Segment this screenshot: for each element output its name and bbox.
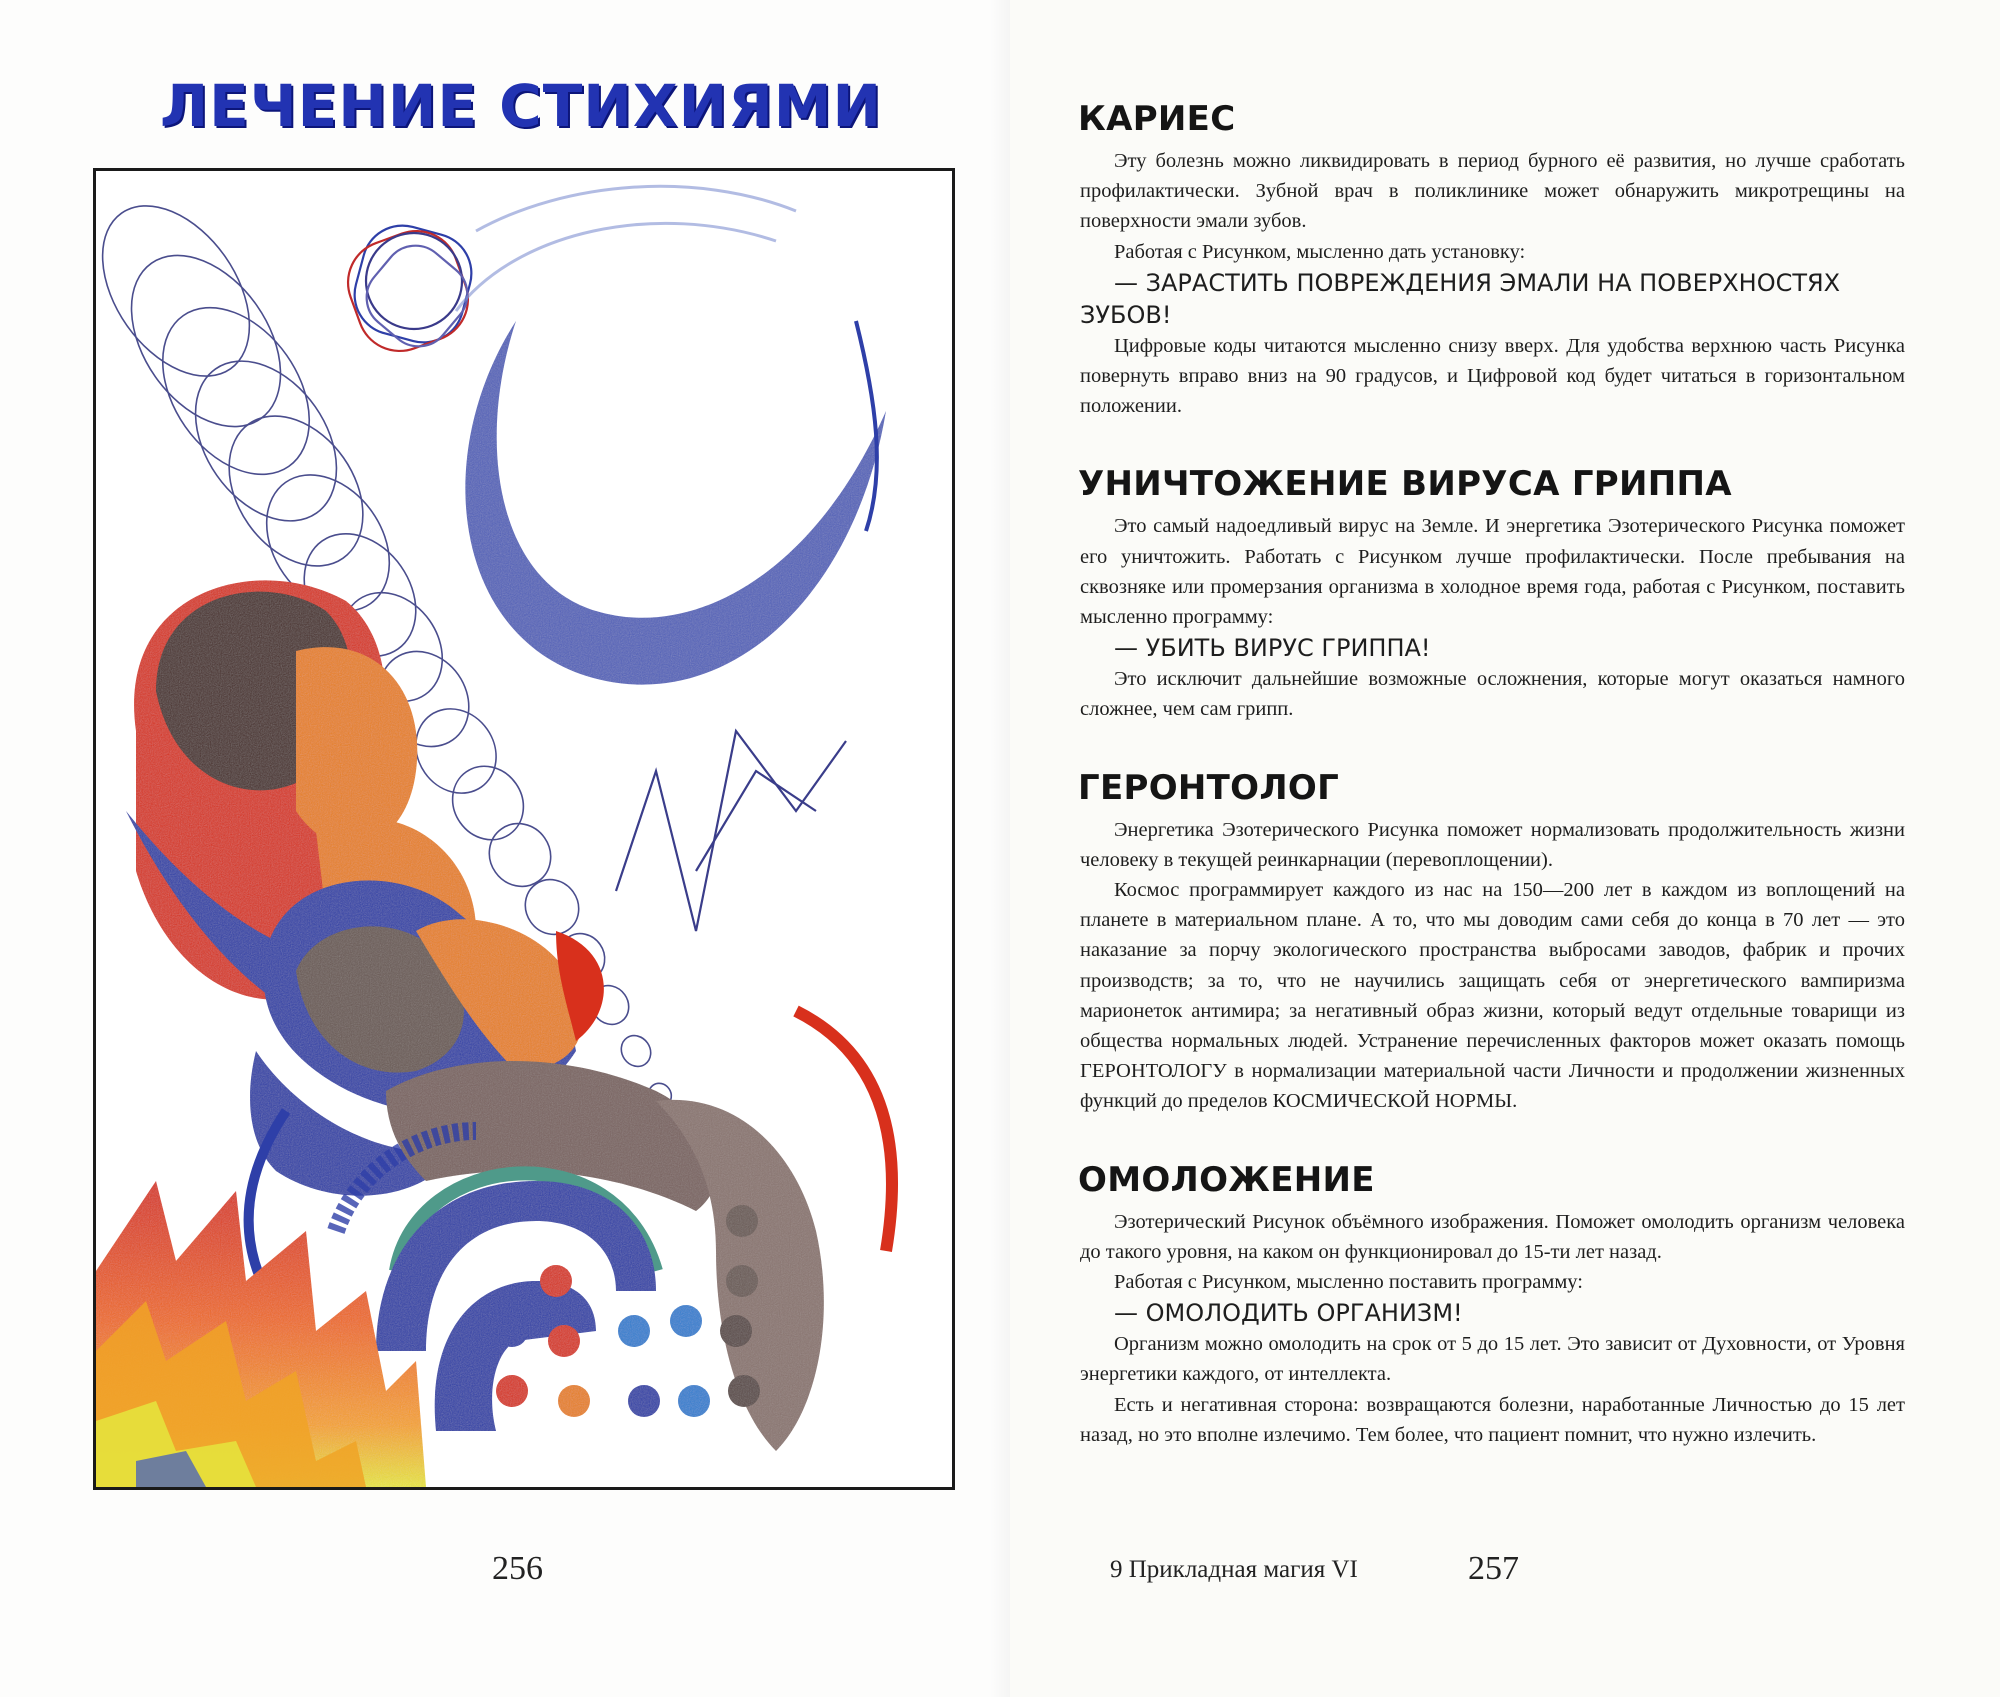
program-command: — ЗАРАСТИТЬ ПОВРЕЖДЕНИЯ ЭМАЛИ НА ПОВЕРХНОСТЯХ ЗУБОВ! <box>1080 268 1841 329</box>
section-flu-virus <box>1080 461 1905 724</box>
paragraph: Эту болезнь можно ликвидировать в период бурного её развития, но лучше сработать профилактически. Зубной врач в поликлинике может обнаружить микротрещины на поверхности эмали зубов. <box>1080 150 1905 233</box>
page-title: ЛЕЧЕНИЕ СТИХИЯМИ <box>160 72 883 140</box>
paragraph: Работая с Рисунком, мысленно поставить программу: <box>1114 1271 1583 1294</box>
abstract-drawing-illustration <box>96 171 952 1487</box>
paragraph: Энергетика Эзотерического Рисунка поможет нормализовать продолжительность жизни человеку в текущей реинкарнации (перевоплощении). <box>1080 818 1905 871</box>
page-number-right: 257 <box>1468 1550 1519 1587</box>
paragraph: Есть и негативная сторона: возвращаются болезни, наработанные Личностью до 15 лет назад, но это вполне излечимо. Тем более, что пациент помнит, что нужно излечить. <box>1080 1393 1905 1446</box>
printer-signature: 9 Прикладная магия VI <box>1110 1556 1358 1583</box>
program-command: — УБИТЬ ВИРУС ГРИППА! <box>1114 634 1431 663</box>
section-rejuvenation <box>1080 1157 1905 1450</box>
section-heading: ГЕРОНТОЛОГ <box>1078 767 1340 808</box>
section-gerontologist <box>1080 765 1905 1117</box>
paragraph: Работая с Рисунком, мысленно дать установку: <box>1114 240 1526 263</box>
paragraph: Организм можно омолодить на срок от 5 до 15 лет. Это зависит от Духовности, от Уровня энергетики каждого, от интеллекта. <box>1080 1333 1905 1386</box>
section-heading: КАРИЕС <box>1078 99 1236 139</box>
section-caries <box>1080 96 1905 421</box>
paragraph: Цифровые коды читаются мысленно снизу вверх. Для удобства верхнюю часть Рисунка повернуть вправо вниз на 90 градусов, и Цифровой код будет читаться в горизонтальном положении. <box>1080 334 1905 418</box>
section-heading: ОМОЛОЖЕНИЕ <box>1078 1159 1375 1200</box>
section-heading: УНИЧТОЖЕНИЕ ВИРУСА ГРИППА <box>1078 464 1732 505</box>
page-number-left: 256 <box>492 1550 543 1587</box>
text-column <box>1080 96 1905 1490</box>
program-command: — ОМОЛОДИТЬ ОРГАНИЗМ! <box>1114 1299 1463 1328</box>
illustration-frame <box>93 168 955 1490</box>
paragraph: Это самый надоедливый вирус на Земле. И энергетика Эзотерического Рисунка поможет его уничтожить. Работать с Рисунком лучше профилактически. После пребывания на сквозняке или промерзания организма в холодное время года, работая с Рисунком, поставить мысленно программу: <box>1080 515 1905 629</box>
paragraph: Это исключит дальнейшие возможные осложнения, которые могут оказаться намного сложнее, чем сам грипп. <box>1080 668 1905 721</box>
paragraph: Эзотерический Рисунок объёмного изображения. Поможет омолодить организм человека до такого уровня, на каком он функционировал до 15-ти лет назад. <box>1080 1210 1905 1263</box>
paragraph: Космос программирует каждого из нас на 150—200 лет в каждом из воплощений на планете в материальном плане. А то, что мы доводим сами себя до конца в 70 лет — это наказание за порчу экологического пространства выбросами заводов, фабрик и прочих производств; за то, что не научились защищать себя от энергетического вампиризма марионеток антимира; за негативный образ жизни, который ведут отдельные товарищи из общества нормальных людей. Устранение перечисленных факторов может оказать помощь ГЕРОНТОЛОГУ в нормализации материальной части Личности и продолжении жизненных функций до пределов КОСМИЧЕСКОЙ НОРМЫ. <box>1080 879 1905 1113</box>
